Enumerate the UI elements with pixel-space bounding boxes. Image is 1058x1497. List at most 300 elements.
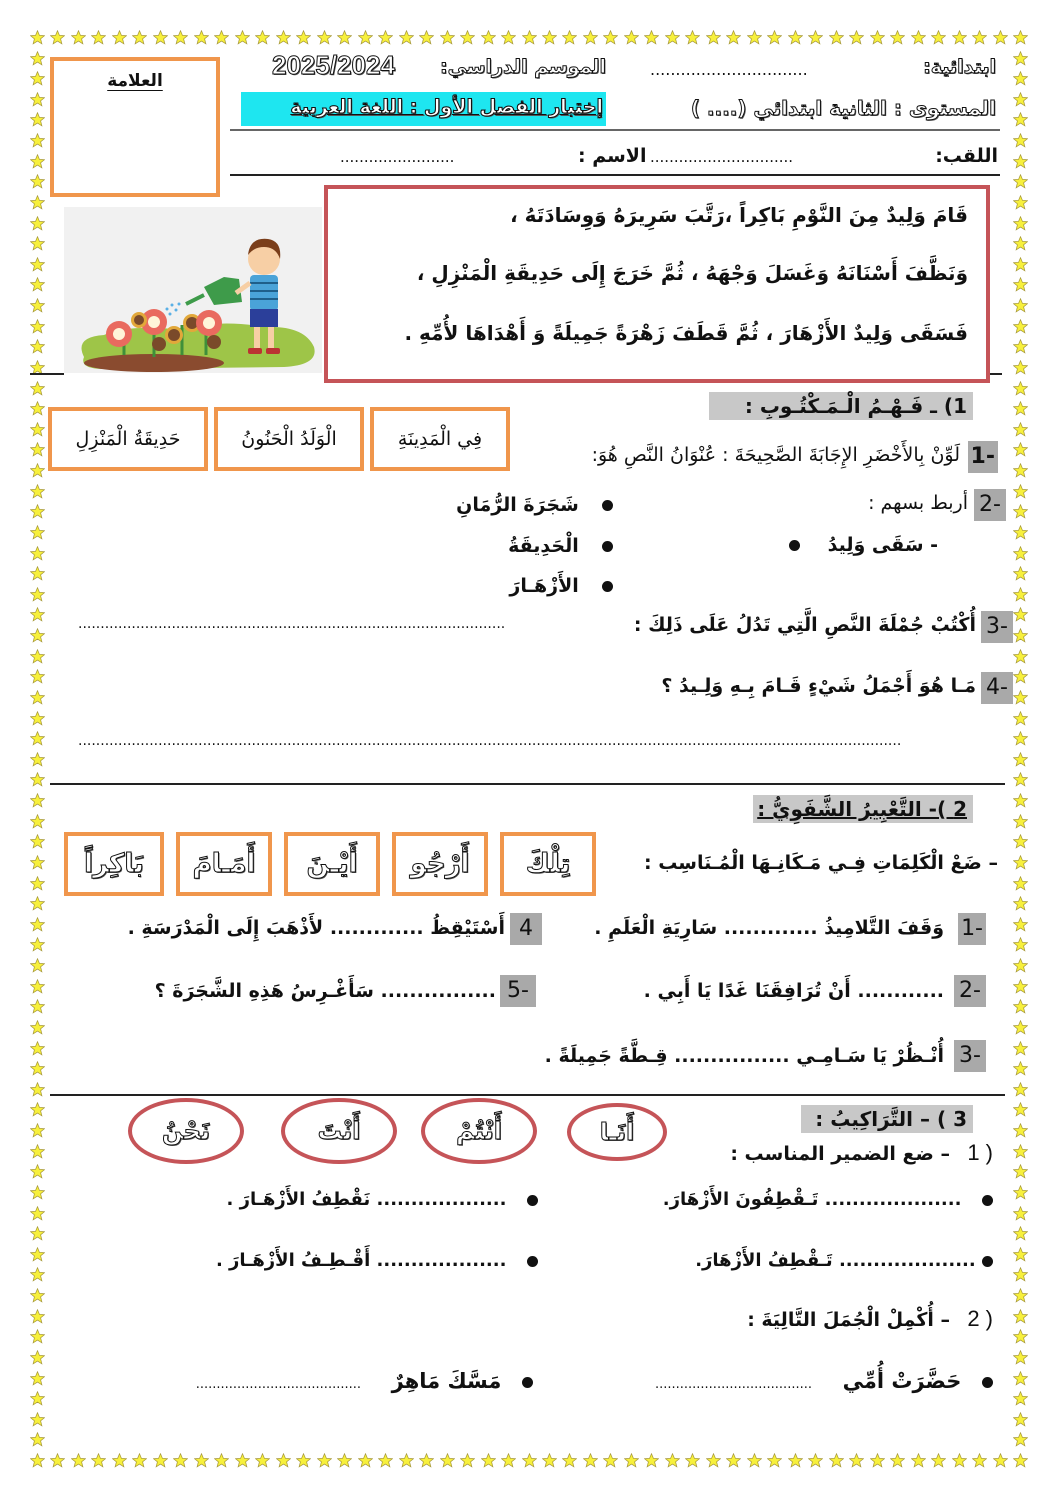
star-icon bbox=[132, 1453, 147, 1468]
star-icon bbox=[30, 1288, 45, 1303]
star-icon bbox=[1013, 1041, 1028, 1056]
star-icon bbox=[30, 917, 45, 932]
star-icon bbox=[1013, 174, 1028, 189]
part1-item bbox=[227, 1189, 539, 1210]
pronoun-circle[interactable]: أَنْتَ bbox=[281, 1098, 397, 1164]
star-icon bbox=[788, 30, 803, 45]
s2-item-number: 2- bbox=[954, 975, 986, 1007]
star-icon bbox=[30, 381, 45, 396]
star-icon bbox=[1013, 1144, 1028, 1159]
star-icon bbox=[562, 1453, 577, 1468]
reading-passage bbox=[324, 185, 990, 383]
star-icon bbox=[1013, 1371, 1028, 1386]
star-icon bbox=[562, 30, 577, 45]
star-icon bbox=[112, 1453, 127, 1468]
star-icon bbox=[358, 30, 373, 45]
section2-instruction: – ضَعْ الْكَلِمَاتِ فِـي مَـكَانِـهَا الْمُـنَاسِب : bbox=[643, 852, 998, 874]
star-icon bbox=[1013, 669, 1028, 684]
star-icon bbox=[71, 30, 86, 45]
star-icon bbox=[30, 1226, 45, 1241]
star-icon bbox=[30, 1123, 45, 1138]
q2-text: أربط بسهم : bbox=[868, 492, 968, 514]
star-icon bbox=[1013, 1206, 1028, 1221]
bullet-icon[interactable] bbox=[602, 581, 613, 592]
star-icon bbox=[30, 958, 45, 973]
part2-item-text: مَسَّكَ مَاهِرٌ bbox=[391, 1369, 502, 1393]
part1-number: 1 ) bbox=[967, 1140, 993, 1165]
bullet-icon bbox=[527, 1256, 538, 1267]
star-icon bbox=[153, 30, 168, 45]
section3-title: 3 ) – التَّرَاكِيبُ : bbox=[801, 1105, 973, 1133]
bullet-icon[interactable] bbox=[602, 541, 613, 552]
star-icon bbox=[1013, 1267, 1028, 1282]
star-icon bbox=[276, 1453, 291, 1468]
star-icon bbox=[30, 1185, 45, 1200]
star-icon bbox=[30, 216, 45, 231]
header-rule bbox=[230, 129, 1000, 131]
star-icon bbox=[30, 1267, 45, 1282]
star-icon bbox=[132, 30, 147, 45]
star-icon bbox=[1013, 1391, 1028, 1406]
exam-title: إختبار الفصل الأول : اللغة العربية bbox=[290, 96, 603, 118]
star-icon bbox=[30, 752, 45, 767]
star-icon bbox=[91, 30, 106, 45]
section2-divider bbox=[50, 1094, 1005, 1096]
star-icon bbox=[30, 1329, 45, 1344]
q2-left-text: - سَقَى وَلِيدُ bbox=[827, 534, 938, 556]
star-icon bbox=[30, 1391, 45, 1406]
star-icon bbox=[30, 1247, 45, 1262]
star-icon bbox=[665, 30, 680, 45]
star-icon bbox=[1013, 607, 1028, 622]
star-icon bbox=[993, 1453, 1008, 1468]
q2-right-text: شَجَرَةَ الرُّمَانِ bbox=[456, 494, 579, 516]
star-icon bbox=[276, 30, 291, 45]
s2-item-text: أُنْـظُرْ يَا سَـامِـي ................ قِـطَّةً جَمِيلَةً . bbox=[544, 1045, 944, 1067]
star-icon bbox=[30, 669, 45, 684]
bullet-icon bbox=[982, 1195, 993, 1206]
q4-number: 4- bbox=[981, 672, 1013, 704]
star-icon bbox=[603, 30, 618, 45]
star-icon bbox=[583, 30, 598, 45]
star-icon bbox=[993, 30, 1008, 45]
star-icon bbox=[1013, 154, 1028, 169]
q1-text: لَوِّنْ بِالأَخْضَرِ الإِجَابَةَ الصَّحِيحَةَ : عُنْوَانُ النَّصِ هُوَ: bbox=[591, 444, 960, 466]
season-label: الموسم الدراسي: bbox=[440, 56, 607, 78]
star-icon bbox=[30, 236, 45, 251]
passage-line: فَسَقَى وَلِيدٌ الأَزْهَارَ ، ثُمَّ قَطَفَ زَهْرَةً جَمِيلَةً وَ أَهْدَاهَا لأُمِّهِ . bbox=[404, 321, 968, 345]
passage-line: وَنَظَّفَ أَسْنَانَهُ وَغَسَلَ وَجْهَهُ ، ثُمَّ خَرَجَ إِلَى حَدِيقَةِ الْمَنْزِلِ ، bbox=[416, 261, 968, 285]
q2-right-text: الْحَدِيقَةُ bbox=[508, 535, 579, 557]
word-box[interactable]: بَاكِراً bbox=[64, 832, 164, 896]
section1-divider bbox=[50, 783, 1005, 785]
star-icon bbox=[30, 1432, 45, 1447]
star-icon bbox=[71, 1453, 86, 1468]
star-icon bbox=[522, 1453, 537, 1468]
star-icon bbox=[30, 1164, 45, 1179]
s2-item-number: 5- bbox=[500, 975, 536, 1007]
star-icon bbox=[1013, 752, 1028, 767]
star-icon bbox=[1013, 92, 1028, 107]
bullet-icon bbox=[522, 1377, 533, 1388]
star-icon bbox=[870, 1453, 885, 1468]
star-icon bbox=[255, 30, 270, 45]
star-icon bbox=[440, 1453, 455, 1468]
star-icon bbox=[890, 1453, 905, 1468]
choice-home-garden[interactable]: حَدِيقَةُ الْمَنْزِلِ bbox=[48, 407, 208, 471]
left-divider-stub bbox=[30, 373, 64, 375]
star-icon bbox=[30, 174, 45, 189]
word-box[interactable]: أَمَـامَ bbox=[176, 832, 272, 896]
star-icon bbox=[685, 1453, 700, 1468]
q3-answer-line[interactable]: ................................................................................................ bbox=[78, 616, 506, 632]
star-icon bbox=[952, 1453, 967, 1468]
star-icon bbox=[30, 1041, 45, 1056]
star-icon bbox=[542, 1453, 557, 1468]
q3-number: 3- bbox=[981, 611, 1013, 643]
name-field[interactable]: ........................ bbox=[340, 148, 455, 166]
star-icon bbox=[317, 1453, 332, 1468]
star-icon bbox=[501, 30, 516, 45]
part1-item-text[interactable]: .................... تَـقْطِفُونَ الأَزْهَارَ. bbox=[662, 1189, 962, 1210]
star-icon bbox=[1013, 360, 1028, 375]
part1-text: – ضع الضمير المناسب : bbox=[730, 1143, 950, 1165]
part2-answer-line[interactable]: ...................................... bbox=[654, 1377, 812, 1392]
star-icon bbox=[30, 1412, 45, 1427]
star-icon bbox=[911, 1453, 926, 1468]
star-icon bbox=[30, 71, 45, 86]
star-icon bbox=[644, 1453, 659, 1468]
star-icon bbox=[890, 30, 905, 45]
star-icon bbox=[1013, 1020, 1028, 1035]
star-icon bbox=[399, 30, 414, 45]
q1-number: 1- bbox=[968, 441, 998, 473]
bullet-icon bbox=[982, 1377, 993, 1388]
part2-item bbox=[196, 1369, 533, 1393]
part1-item bbox=[216, 1250, 538, 1271]
star-icon bbox=[767, 30, 782, 45]
star-icon bbox=[30, 154, 45, 169]
surname-label: اللقب: bbox=[935, 145, 998, 167]
star-icon bbox=[112, 30, 127, 45]
star-icon bbox=[1013, 257, 1028, 272]
star-icon bbox=[870, 30, 885, 45]
star-icon bbox=[30, 298, 45, 313]
part2-item bbox=[655, 1369, 993, 1393]
star-icon bbox=[30, 876, 45, 891]
star-icon bbox=[337, 30, 352, 45]
star-icon bbox=[1013, 958, 1028, 973]
star-icon bbox=[1013, 731, 1028, 746]
star-icon bbox=[1013, 896, 1028, 911]
star-icon bbox=[194, 30, 209, 45]
star-icon bbox=[194, 1453, 209, 1468]
star-icon bbox=[522, 30, 537, 45]
star-icon bbox=[255, 1453, 270, 1468]
star-icon bbox=[337, 1453, 352, 1468]
q2-right-item bbox=[456, 494, 613, 516]
choice-kind-boy[interactable]: الْوَلَدُ الْحَنُونُ bbox=[214, 407, 364, 471]
star-icon bbox=[972, 1453, 987, 1468]
star-icon bbox=[952, 30, 967, 45]
star-icon bbox=[1013, 525, 1028, 540]
pronoun-circle[interactable]: نَحْنُ bbox=[128, 1098, 244, 1164]
part1-item-text[interactable]: ................... نَقْطِفُ الأَزْهَـارَ . bbox=[226, 1189, 507, 1210]
star-icon bbox=[1013, 1123, 1028, 1138]
part2-answer-line[interactable]: ........................................ bbox=[195, 1377, 361, 1392]
star-icon bbox=[419, 1453, 434, 1468]
star-icon bbox=[1013, 504, 1028, 519]
part2-number: 2 ) bbox=[967, 1306, 993, 1331]
q4-answer-line[interactable]: ......................................................................................................................................................................................... bbox=[78, 733, 902, 749]
star-icon bbox=[706, 30, 721, 45]
star-icon bbox=[1013, 834, 1028, 849]
star-icon bbox=[30, 51, 45, 66]
star-icon bbox=[1013, 1082, 1028, 1097]
star-icon bbox=[30, 133, 45, 148]
star-icon bbox=[30, 112, 45, 127]
star-icon bbox=[1013, 195, 1028, 210]
star-icon bbox=[849, 1453, 864, 1468]
star-icon bbox=[30, 814, 45, 829]
star-icon bbox=[399, 1453, 414, 1468]
star-icon bbox=[317, 30, 332, 45]
star-icon bbox=[1013, 484, 1028, 499]
star-icon bbox=[30, 339, 45, 354]
q2-left-item bbox=[789, 534, 938, 556]
choice-in-the-city[interactable]: فِي الْمَدِينَةِ bbox=[370, 407, 510, 471]
star-icon bbox=[1013, 979, 1028, 994]
star-icon bbox=[1013, 855, 1028, 870]
star-icon bbox=[1013, 51, 1028, 66]
q2-right-item bbox=[509, 575, 613, 597]
q2-number: 2- bbox=[974, 489, 1006, 521]
star-icon bbox=[767, 1453, 782, 1468]
star-icon bbox=[1013, 381, 1028, 396]
star-icon bbox=[235, 30, 250, 45]
s2-item-number: 1- bbox=[958, 913, 986, 945]
star-icon bbox=[440, 30, 455, 45]
star-icon bbox=[30, 401, 45, 416]
star-icon bbox=[1013, 1350, 1028, 1365]
star-icon bbox=[30, 1371, 45, 1386]
school-label: ابتدائية: bbox=[923, 56, 996, 78]
star-icon bbox=[30, 855, 45, 870]
star-icon bbox=[1013, 112, 1028, 127]
star-icon bbox=[1013, 216, 1028, 231]
star-icon bbox=[1013, 319, 1028, 334]
star-icon bbox=[685, 30, 700, 45]
star-icon bbox=[30, 1020, 45, 1035]
star-icon bbox=[747, 30, 762, 45]
star-icon bbox=[30, 628, 45, 643]
part2-item-text: حَضَّرَتْ أُمِّي bbox=[842, 1369, 962, 1393]
star-icon bbox=[1013, 422, 1028, 437]
s2-item-number: 4 bbox=[510, 913, 542, 945]
star-icon bbox=[235, 1453, 250, 1468]
star-icon bbox=[30, 1082, 45, 1097]
star-icon bbox=[481, 1453, 496, 1468]
star-icon bbox=[30, 1144, 45, 1159]
star-icon bbox=[1013, 1309, 1028, 1324]
star-icon bbox=[173, 1453, 188, 1468]
star-icon bbox=[30, 772, 45, 787]
star-icon bbox=[583, 1453, 598, 1468]
grade-box bbox=[50, 57, 220, 197]
star-icon bbox=[30, 896, 45, 911]
pronoun-circle[interactable]: أَنْتُمْ bbox=[421, 1098, 537, 1164]
star-icon bbox=[460, 1453, 475, 1468]
star-icon bbox=[726, 30, 741, 45]
season-value: 2025/2024 bbox=[272, 50, 395, 80]
star-icon bbox=[1013, 690, 1028, 705]
part1-item-text[interactable]: ................... أَقْـطِـفُ الأَزْهَـارَ . bbox=[215, 1250, 507, 1271]
star-icon bbox=[1013, 1102, 1028, 1117]
star-icon bbox=[829, 1453, 844, 1468]
star-icon bbox=[726, 1453, 741, 1468]
star-icon bbox=[808, 1453, 823, 1468]
name-rule bbox=[230, 174, 1000, 176]
star-icon bbox=[50, 30, 65, 45]
bullet-icon[interactable] bbox=[602, 500, 613, 511]
star-icon bbox=[788, 1453, 803, 1468]
star-icon bbox=[358, 1453, 373, 1468]
star-icon bbox=[30, 442, 45, 457]
part1-item bbox=[663, 1189, 993, 1210]
q2-right-text: الأَزْهَـارَ bbox=[509, 575, 579, 597]
star-icon bbox=[30, 546, 45, 561]
bullet-icon bbox=[982, 1256, 993, 1267]
star-icon bbox=[30, 463, 45, 478]
surname-field[interactable]: .............................. bbox=[650, 148, 794, 166]
star-icon bbox=[706, 1453, 721, 1468]
star-icon bbox=[30, 1206, 45, 1221]
star-icon bbox=[30, 484, 45, 499]
bullet-icon bbox=[527, 1195, 538, 1206]
star-icon bbox=[603, 1453, 618, 1468]
right-divider-stub bbox=[990, 373, 1002, 375]
star-icon bbox=[30, 30, 45, 45]
star-icon bbox=[378, 30, 393, 45]
star-icon bbox=[1013, 298, 1028, 313]
star-icon bbox=[1013, 1247, 1028, 1262]
star-icon bbox=[849, 30, 864, 45]
star-icon bbox=[931, 30, 946, 45]
star-icon bbox=[1013, 1453, 1028, 1468]
star-icon bbox=[214, 30, 229, 45]
star-icon bbox=[30, 525, 45, 540]
star-icon bbox=[1013, 546, 1028, 561]
star-icon bbox=[91, 1453, 106, 1468]
part1-item bbox=[695, 1250, 993, 1271]
s2-item-number: 3- bbox=[954, 1040, 986, 1072]
star-icon bbox=[931, 1453, 946, 1468]
star-icon bbox=[747, 1453, 762, 1468]
star-icon bbox=[30, 422, 45, 437]
star-icon bbox=[30, 979, 45, 994]
star-icon bbox=[30, 834, 45, 849]
star-icon bbox=[1013, 649, 1028, 664]
star-icon bbox=[665, 1453, 680, 1468]
star-icon bbox=[1013, 772, 1028, 787]
star-icon bbox=[30, 587, 45, 602]
star-icon bbox=[30, 566, 45, 581]
star-icon bbox=[829, 30, 844, 45]
word-box[interactable]: تِلْكَ bbox=[500, 832, 596, 896]
word-box[interactable]: أَيْـنَ bbox=[284, 832, 380, 896]
star-icon bbox=[972, 30, 987, 45]
star-icon bbox=[30, 999, 45, 1014]
star-icon bbox=[808, 30, 823, 45]
star-icon bbox=[1013, 814, 1028, 829]
star-icon bbox=[1013, 587, 1028, 602]
q4-text: مَـا هُوَ أَجْمَلُ شَيْءٍ قَـامَ بِـهِ وَلِـيدُ ؟ bbox=[661, 675, 976, 697]
pronoun-circle[interactable]: أَنَـا bbox=[567, 1103, 667, 1161]
star-icon bbox=[30, 607, 45, 622]
star-icon bbox=[1013, 339, 1028, 354]
part1-item-text[interactable]: .................... تَـقْطِفُ الأَزْهَارَ. bbox=[695, 1250, 976, 1271]
star-icon bbox=[30, 504, 45, 519]
star-icon bbox=[1013, 133, 1028, 148]
star-icon bbox=[1013, 628, 1028, 643]
s2-item-text: وَقَفَ التَّلامِيذُ ............. سَارِيَةِ الْعَلَمِ . bbox=[594, 917, 944, 939]
part2-text: – أُكْمِلْ الْجُمَلَ التَّالِيَةَ : bbox=[747, 1309, 950, 1331]
star-icon bbox=[1013, 1185, 1028, 1200]
star-icon bbox=[1013, 566, 1028, 581]
star-icon bbox=[481, 30, 496, 45]
star-icon bbox=[30, 277, 45, 292]
star-icon bbox=[1013, 1412, 1028, 1427]
star-icon bbox=[30, 195, 45, 210]
star-icon bbox=[296, 1453, 311, 1468]
school-dots: ............................... bbox=[650, 60, 808, 79]
star-icon bbox=[30, 1350, 45, 1365]
passage-line: قَامَ وَلِيدٌ مِنَ النَّوْمِ بَاكِراً ،رَتَّبَ سَرِيرَهُ وَوِسَادَتَهُ ، bbox=[510, 203, 968, 227]
star-icon bbox=[30, 1102, 45, 1117]
star-icon bbox=[1013, 937, 1028, 952]
star-icon bbox=[30, 793, 45, 808]
star-icon bbox=[1013, 1061, 1028, 1076]
star-icon bbox=[153, 1453, 168, 1468]
s2-item-text: ................ سَأَغْـرِسُ هَذِهِ الشَّجَرَةَ ؟ bbox=[154, 980, 496, 1002]
star-icon bbox=[1013, 1164, 1028, 1179]
star-icon bbox=[30, 1453, 45, 1468]
bullet-icon[interactable] bbox=[789, 540, 800, 551]
star-icon bbox=[1013, 1329, 1028, 1344]
star-icon bbox=[419, 30, 434, 45]
word-box[interactable]: أَرْجُو bbox=[392, 832, 488, 896]
star-icon bbox=[50, 1453, 65, 1468]
star-icon bbox=[30, 690, 45, 705]
star-icon bbox=[1013, 30, 1028, 45]
star-icon bbox=[378, 1453, 393, 1468]
level-text: المستوى : الثانية ابتدائي (.... ) bbox=[690, 96, 996, 120]
s2-item-text: أَسْتَيْقِظُ ............. لأَذْهَبَ إِلَى الْمَدْرَسَةِ . bbox=[127, 917, 505, 939]
star-icon bbox=[30, 319, 45, 334]
q2-right-item bbox=[508, 535, 613, 557]
star-icon bbox=[1013, 711, 1028, 726]
star-icon bbox=[30, 649, 45, 664]
star-icon bbox=[30, 711, 45, 726]
star-icon bbox=[30, 1309, 45, 1324]
star-icon bbox=[1013, 277, 1028, 292]
star-icon bbox=[1013, 917, 1028, 932]
star-icon bbox=[296, 30, 311, 45]
star-icon bbox=[173, 30, 188, 45]
star-icon bbox=[30, 92, 45, 107]
star-icon bbox=[1013, 1432, 1028, 1447]
star-icon bbox=[542, 30, 557, 45]
